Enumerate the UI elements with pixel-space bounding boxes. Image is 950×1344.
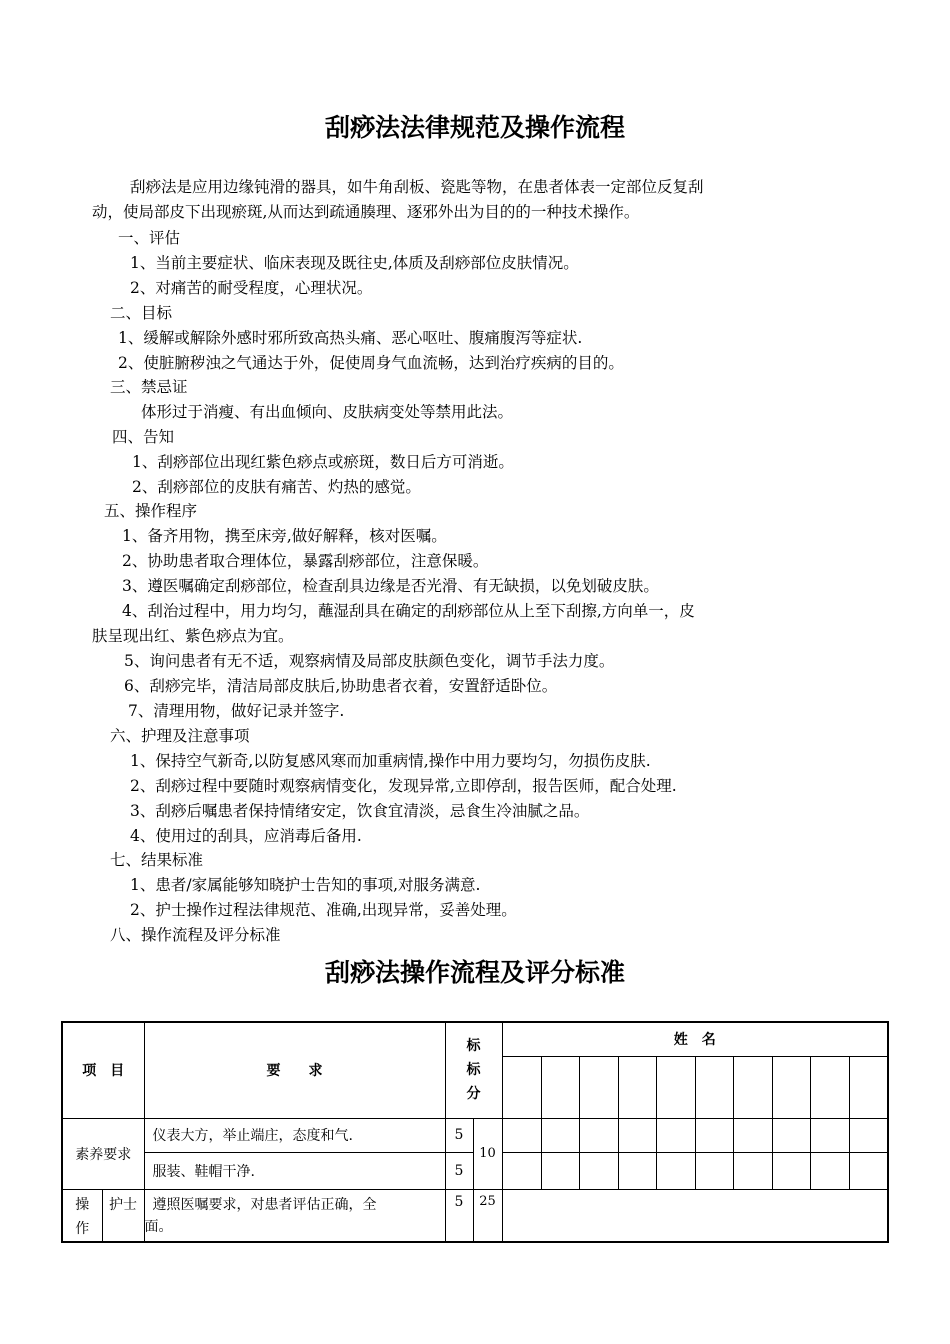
row-item-operation <box>62 1189 102 1242</box>
assessment-item-1: 1、当前主要症状、临床表现及既往史,体质及刮痧部位皮肤情况。 <box>130 254 579 272</box>
score-cell[interactable] <box>810 1118 849 1152</box>
name-cell[interactable] <box>618 1056 656 1118</box>
section-heading-assessment: 一、评估 <box>118 229 181 247</box>
row-item-operation-char-1: 操 <box>75 1196 90 1213</box>
name-cell[interactable] <box>656 1056 695 1118</box>
score-cell[interactable] <box>579 1118 618 1152</box>
row-requirement <box>144 1189 445 1242</box>
header-score-char-1: 标 <box>466 1038 481 1055</box>
page-title: 刮痧法法律规范及操作流程 <box>324 113 625 142</box>
row-item-demeanor: 素养要求 <box>62 1118 144 1189</box>
score-cell[interactable] <box>579 1152 618 1189</box>
result-item-2: 2、护士操作过程法律规范、准确,出现异常，妥善处理。 <box>130 901 517 919</box>
score-cell[interactable] <box>810 1152 849 1189</box>
section-heading-result: 七、结果标准 <box>110 851 204 869</box>
procedure-item-4-line-2: 肤呈现出红、紫色痧点为宜。 <box>92 627 294 645</box>
intro-line-1: 刮痧法是应用边缘钝滑的器具，如牛角刮板、瓷匙等物，在患者体表一定部位反复刮 <box>130 178 704 196</box>
section-heading-flow: 八、操作流程及评分标准 <box>110 926 281 944</box>
score-cell[interactable] <box>733 1118 772 1152</box>
procedure-item-7: 7、清理用物，做好记录并签字. <box>128 702 345 720</box>
header-requirement: 要 求 <box>144 1022 445 1118</box>
procedure-item-4-line-1: 4、刮治过程中，用力均匀，蘸湿刮具在确定的刮痧部位从上至下刮擦,方向单一，皮 <box>122 602 695 620</box>
score-cell[interactable] <box>695 1152 733 1189</box>
name-cell[interactable] <box>579 1056 618 1118</box>
contraindication-text: 体形过于消瘦、有出血倾向、皮肤病变处等禁用此法。 <box>141 403 514 421</box>
header-score <box>445 1022 502 1118</box>
header-name: 姓 名 <box>502 1022 888 1056</box>
row-score: 5 <box>445 1189 473 1242</box>
row-requirement: 仪表大方，举止端庄，态度和气. <box>144 1118 445 1152</box>
procedure-item-3: 3、遵医嘱确定刮痧部位，检查刮具边缘是否光滑、有无缺损，以免划破皮肤。 <box>122 577 659 595</box>
header-score-char-3: 分 <box>466 1086 481 1103</box>
goal-item-2: 2、使脏腑秽浊之气通达于外，促使周身气血流畅，达到治疗疾病的目的。 <box>118 354 624 372</box>
goal-item-1: 1、缓解或解除外感时邪所致高热头痛、恶心呕吐、腹痛腹泻等症状. <box>118 329 583 347</box>
name-cell[interactable] <box>541 1056 579 1118</box>
name-cell[interactable] <box>695 1056 733 1118</box>
header-score-char-2: 标 <box>466 1062 481 1079</box>
notice-item-1: 1、刮痧部位出现红紫色痧点或瘀斑，数日后方可消逝。 <box>132 453 514 471</box>
procedure-item-1: 1、备齐用物，携至床旁,做好解释，核对医嘱。 <box>122 527 447 545</box>
score-cell[interactable] <box>849 1118 888 1152</box>
notice-item-2: 2、刮痧部位的皮肤有痛苦、灼热的感觉。 <box>132 478 421 496</box>
header-item: 项 目 <box>62 1022 144 1118</box>
row-requirement-line-2: 面。 <box>144 1218 173 1235</box>
result-item-1: 1、患者/家属能够知晓护士告知的事项,对服务满意. <box>130 876 481 894</box>
table-title: 刮痧法操作流程及评分标准 <box>324 958 625 987</box>
scoring-table <box>61 1021 889 1243</box>
row-item-operation-char-2: 作 <box>75 1220 90 1237</box>
procedure-item-6: 6、刮痧完毕，清洁局部皮肤后,协助患者衣着，安置舒适卧位。 <box>124 677 558 695</box>
intro-line-2: 动，使局部皮下出现瘀斑,从而达到疏通腠理、逐邪外出为目的的一种技术操作。 <box>92 203 640 221</box>
score-cell[interactable] <box>541 1118 579 1152</box>
score-cell[interactable] <box>656 1152 695 1189</box>
score-cell[interactable] <box>695 1118 733 1152</box>
section-heading-contraindication: 三、禁忌证 <box>110 378 188 396</box>
name-cell[interactable] <box>502 1056 541 1118</box>
score-cell[interactable] <box>772 1118 810 1152</box>
procedure-item-5: 5、询问患者有无不适，观察病情及局部皮肤颜色变化，调节手法力度。 <box>124 652 615 670</box>
assessment-item-2: 2、对痛苦的耐受程度，心理状况。 <box>130 279 373 297</box>
row-subitem-nurse: 护士 <box>102 1189 144 1242</box>
name-cell[interactable] <box>733 1056 772 1118</box>
care-item-3: 3、刮痧后嘱患者保持情绪安定，饮食宜清淡，忌食生冷油腻之品。 <box>130 802 590 820</box>
score-cell[interactable] <box>502 1118 541 1152</box>
section-heading-procedure: 五、操作程序 <box>104 502 198 520</box>
procedure-item-2: 2、协助患者取合理体位，暴露刮痧部位，注意保暖。 <box>122 552 489 570</box>
name-cell[interactable] <box>849 1056 888 1118</box>
care-item-1: 1、保持空气新奇,以防复感风寒而加重病情,操作中用力要均匀，勿损伤皮肤. <box>130 752 651 770</box>
score-cell[interactable] <box>849 1152 888 1189</box>
row-score: 5 <box>445 1152 473 1189</box>
score-cell[interactable] <box>772 1152 810 1189</box>
row-total-score: 10 <box>473 1118 502 1189</box>
row-requirement: 服装、鞋帽干净. <box>144 1152 445 1189</box>
section-heading-notice: 四、告知 <box>112 428 175 446</box>
row-requirement-line-1: 遵照医嘱要求，对患者评估正确，全 <box>152 1196 377 1213</box>
score-cell[interactable] <box>541 1152 579 1189</box>
score-cell[interactable] <box>733 1152 772 1189</box>
care-item-2: 2、刮痧过程中要随时观察病情变化，发现异常,立即停刮，报告医师，配合处理. <box>130 777 677 795</box>
name-cell[interactable] <box>810 1056 849 1118</box>
score-cell[interactable] <box>618 1118 656 1152</box>
row-score: 5 <box>445 1118 473 1152</box>
score-cell[interactable] <box>656 1118 695 1152</box>
score-cell[interactable] <box>618 1152 656 1189</box>
section-heading-care: 六、护理及注意事项 <box>110 727 250 745</box>
table-continuation-area <box>502 1189 888 1242</box>
care-item-4: 4、使用过的刮具，应消毒后备用. <box>130 827 362 845</box>
row-total-score: 25 <box>473 1189 502 1242</box>
score-cell[interactable] <box>502 1152 541 1189</box>
section-heading-goal: 二、目标 <box>110 304 173 322</box>
name-cell[interactable] <box>772 1056 810 1118</box>
